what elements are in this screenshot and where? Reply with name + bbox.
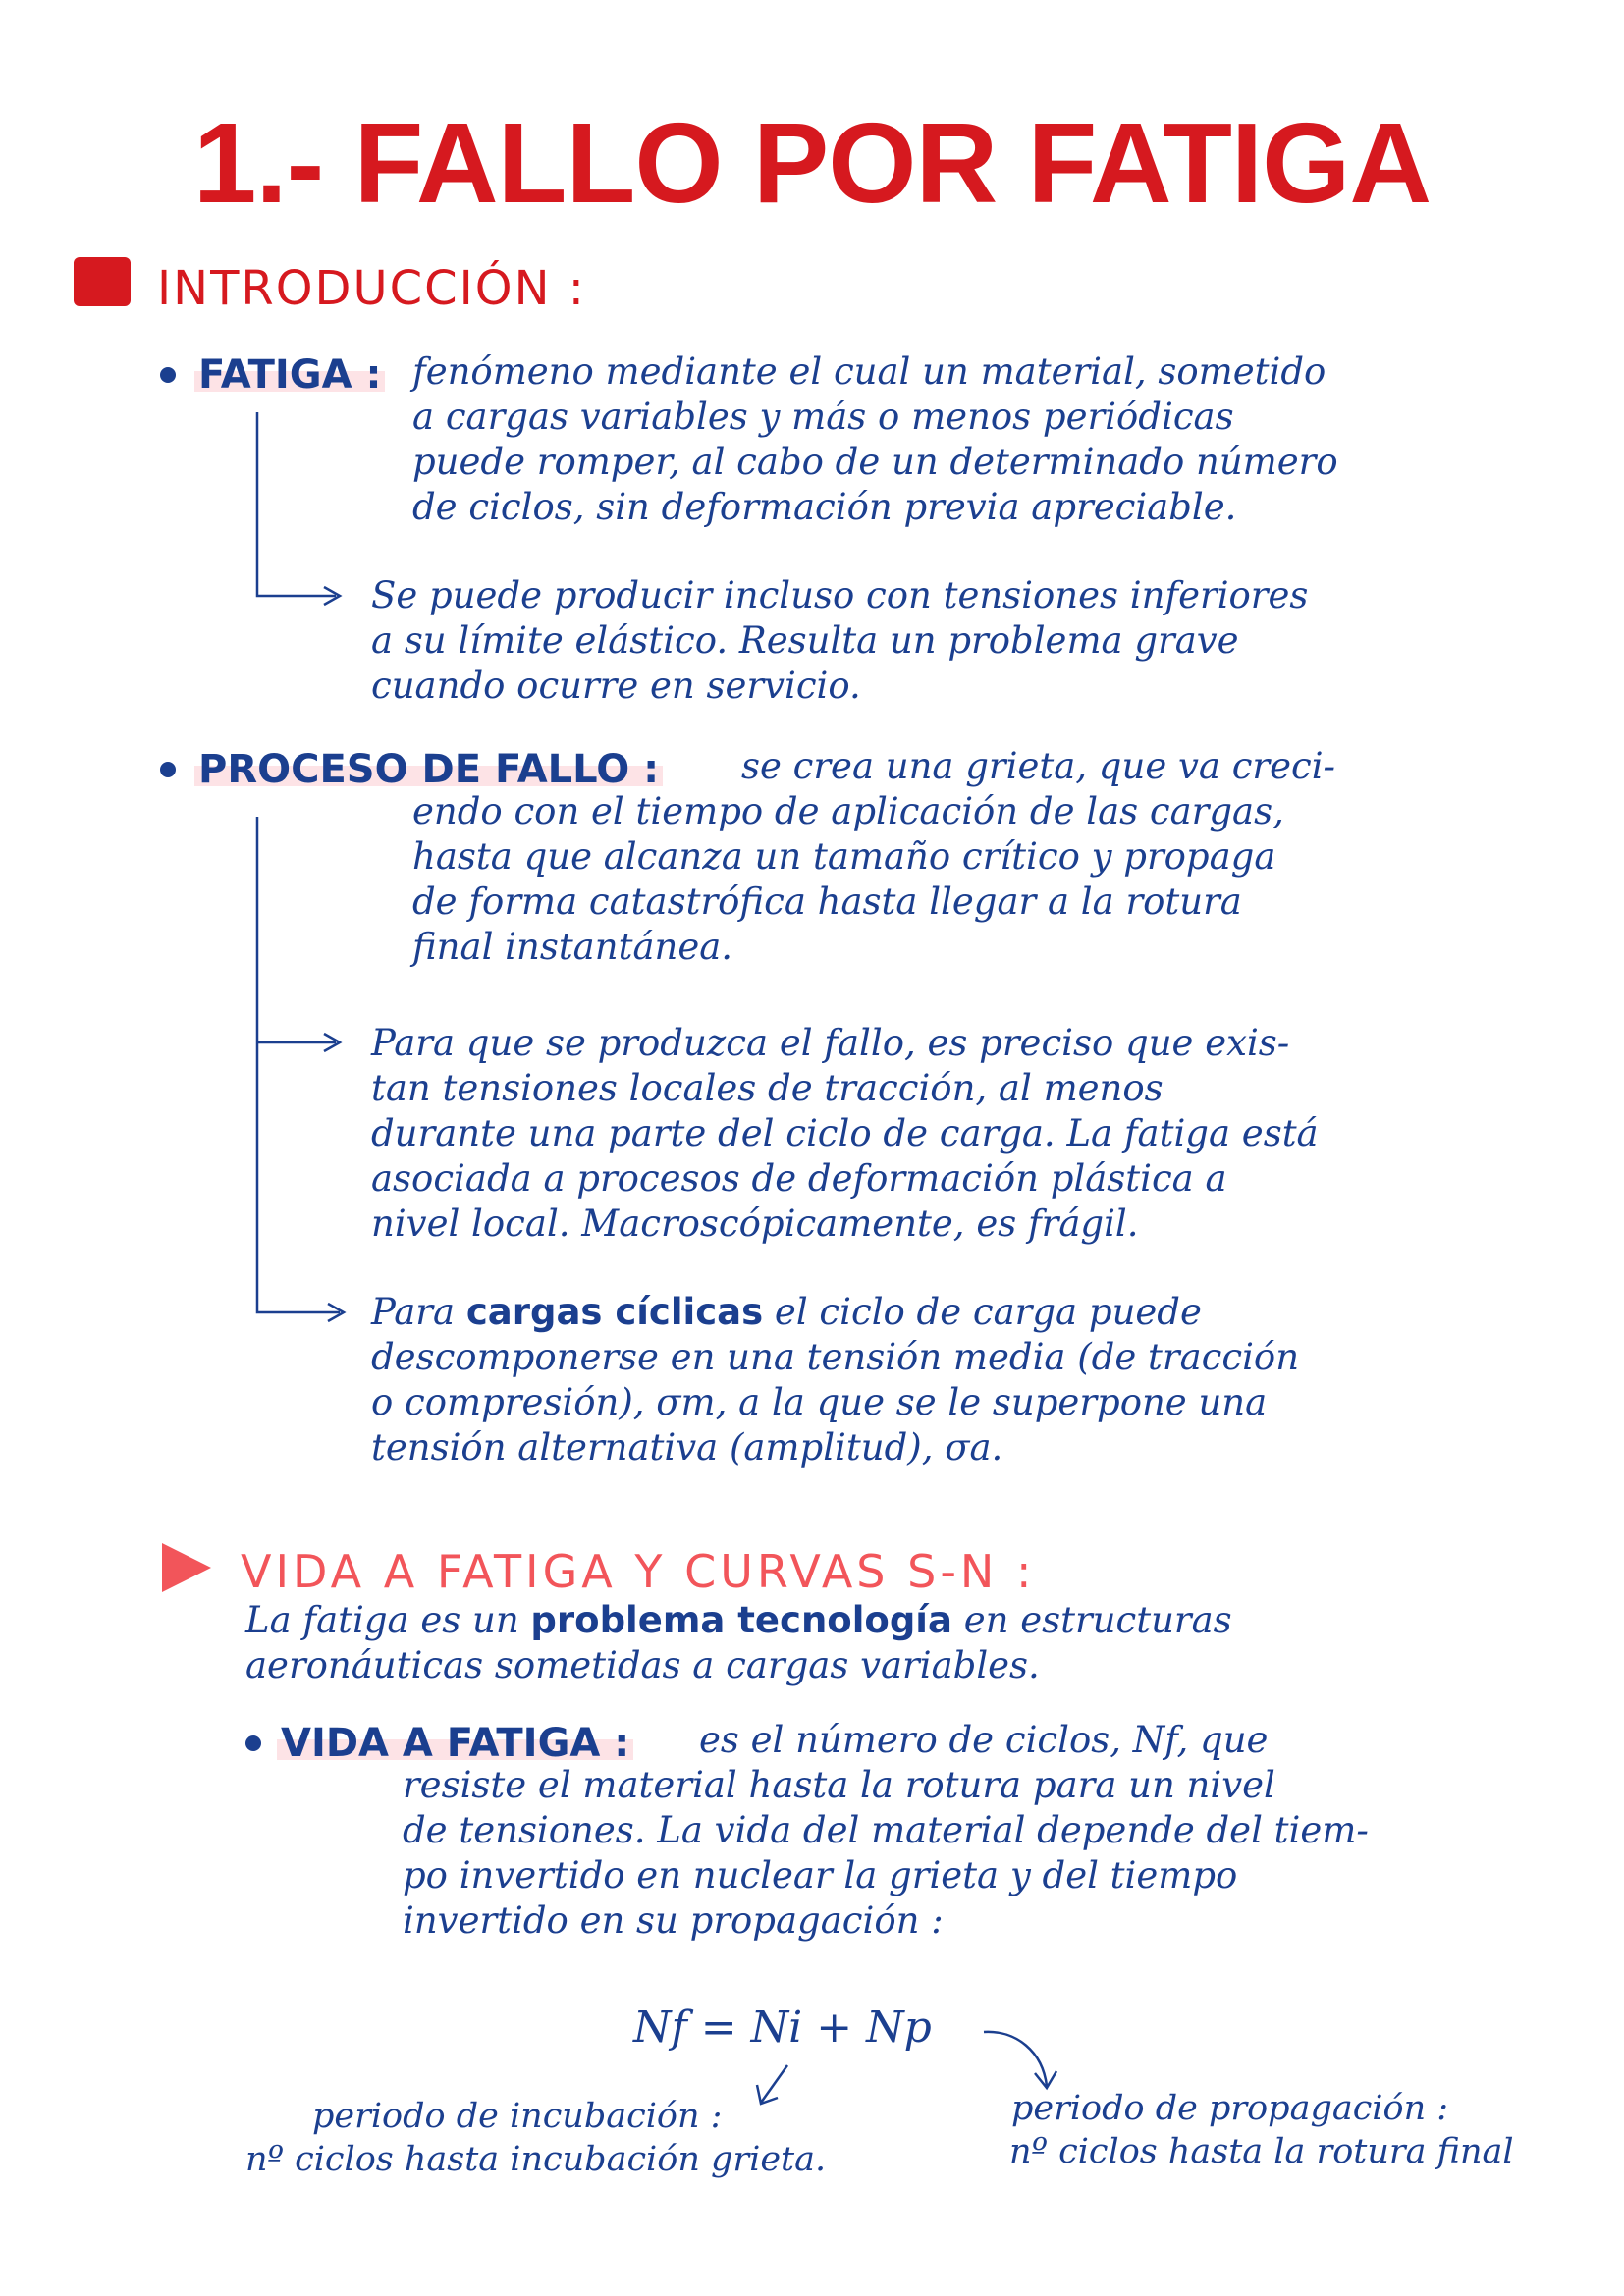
text-line: descomponerse en una tensión media (de tracción <box>371 1336 1300 1378</box>
text-line: tensión alternativa (amplitud), σa. <box>371 1426 1003 1468</box>
term-fatiga: FATIGA : <box>194 355 385 395</box>
formula-ni: Ni <box>750 2002 803 2053</box>
proceso-note-1 <box>371 1021 1319 1247</box>
text-line: durante una parte del ciclo de carga. La fatiga está <box>371 1112 1319 1154</box>
text-line: aeronáuticas sometidas a cargas variables. <box>245 1644 1040 1686</box>
text-line: fenómeno mediante el cual un material, sometido <box>412 350 1326 393</box>
text-line: de tensiones. La vida del material depende del tiem- <box>403 1809 1369 1851</box>
intro-bold: problema tecnología <box>530 1599 952 1641</box>
vida-first-line <box>699 1718 1268 1763</box>
intro-pre: La fatiga es un <box>245 1599 519 1641</box>
proceso-definition <box>412 789 1284 970</box>
text-line: endo con el tiempo de aplicación de las cargas, <box>412 790 1284 832</box>
text-line: po invertido en nuclear la grieta y del tiempo <box>403 1854 1238 1896</box>
term-proceso-de-fallo: PROCESO DE FALLO : <box>194 750 663 789</box>
proceso-note-2 <box>371 1290 1299 1470</box>
text-line <box>245 1598 1232 1643</box>
text-line: cuando ocurre en servicio. <box>371 665 861 707</box>
section-heading-introduccion: INTRODUCCIÓN : <box>157 261 586 316</box>
text-line: de ciclos, sin deformación previa apreciable. <box>412 486 1237 528</box>
term-vida-a-fatiga: VIDA A FATIGA : <box>277 1724 633 1763</box>
page-title: 1.- FALLO POR FATIGA <box>192 99 1432 227</box>
text-line: de forma catastrófica hasta llegar a la rotura <box>412 881 1242 923</box>
formula-nf: Nf <box>633 2002 687 2053</box>
bracket-arrow-fatiga-icon <box>257 412 336 596</box>
text-line: hasta que alcanza un tamaño crítico y propaga <box>412 835 1276 878</box>
text-line: a su límite elástico. Resulta un problema grave <box>371 619 1239 662</box>
bullet-dot <box>245 1735 261 1751</box>
fatiga-note <box>371 573 1308 709</box>
section-heading-vida: VIDA A FATIGA Y CURVAS S-N : <box>241 1545 1036 1598</box>
propagacion-label: periodo de propagación : <box>1011 2089 1449 2128</box>
intro-post: en estructuras <box>963 1599 1232 1641</box>
propagacion-desc: nº ciclos hasta la rotura final <box>1009 2132 1514 2171</box>
text-line: invertido en su propagación : <box>403 1899 944 1942</box>
formula-np: Np <box>866 2002 932 2053</box>
fatiga-definition <box>412 349 1326 395</box>
text-line: o compresión), σm, a la que se le superpone una <box>371 1381 1268 1423</box>
note-pre: Para <box>371 1291 456 1333</box>
proceso-first-line <box>741 744 1335 789</box>
bullet-dot <box>160 367 176 383</box>
text-line: resiste el material hasta la rotura para un nivel <box>403 1764 1275 1806</box>
vida-definition <box>403 1763 1369 1944</box>
formula-plus: + <box>816 2002 853 2053</box>
formula-eq: = <box>700 2002 737 2053</box>
formula <box>633 2002 932 2053</box>
text-line <box>371 1290 1299 1335</box>
note-post: el ciclo de carga puede <box>774 1291 1202 1333</box>
text-line: es el número de ciclos, Nf, que <box>699 1719 1269 1761</box>
text-line: se crea una grieta, que va creci- <box>741 745 1336 787</box>
arrow-incubacion-icon <box>761 2065 787 2103</box>
text-line: nivel local. Macroscópicamente, es frágil. <box>371 1202 1139 1245</box>
bullet-dot <box>160 762 176 777</box>
incubacion-label: periodo de incubación : <box>312 2097 723 2136</box>
vida-intro <box>245 1598 1232 1688</box>
text-line: a cargas variables y más o menos periódicas <box>412 396 1234 438</box>
text-line: puede romper, al cabo de un determinado número <box>412 441 1338 483</box>
text-line: final instantánea. <box>412 926 733 968</box>
bracket-line-proceso <box>257 817 340 1312</box>
text-line: Para que se produzca el fallo, es preciso que exis- <box>371 1022 1290 1064</box>
incubacion-desc: nº ciclos hasta incubación grieta. <box>245 2140 827 2179</box>
text-line: asociada a procesos de deformación plástica a <box>371 1157 1227 1200</box>
text-line: Se puede producir incluso con tensiones inferiores <box>371 574 1309 616</box>
text-line: tan tensiones locales de tracción, al menos <box>371 1067 1164 1109</box>
fatiga-definition-cont <box>412 395 1338 530</box>
section-triangle-icon <box>162 1543 211 1592</box>
note-bold-cargas-ciclicas: cargas cíclicas <box>465 1291 764 1333</box>
